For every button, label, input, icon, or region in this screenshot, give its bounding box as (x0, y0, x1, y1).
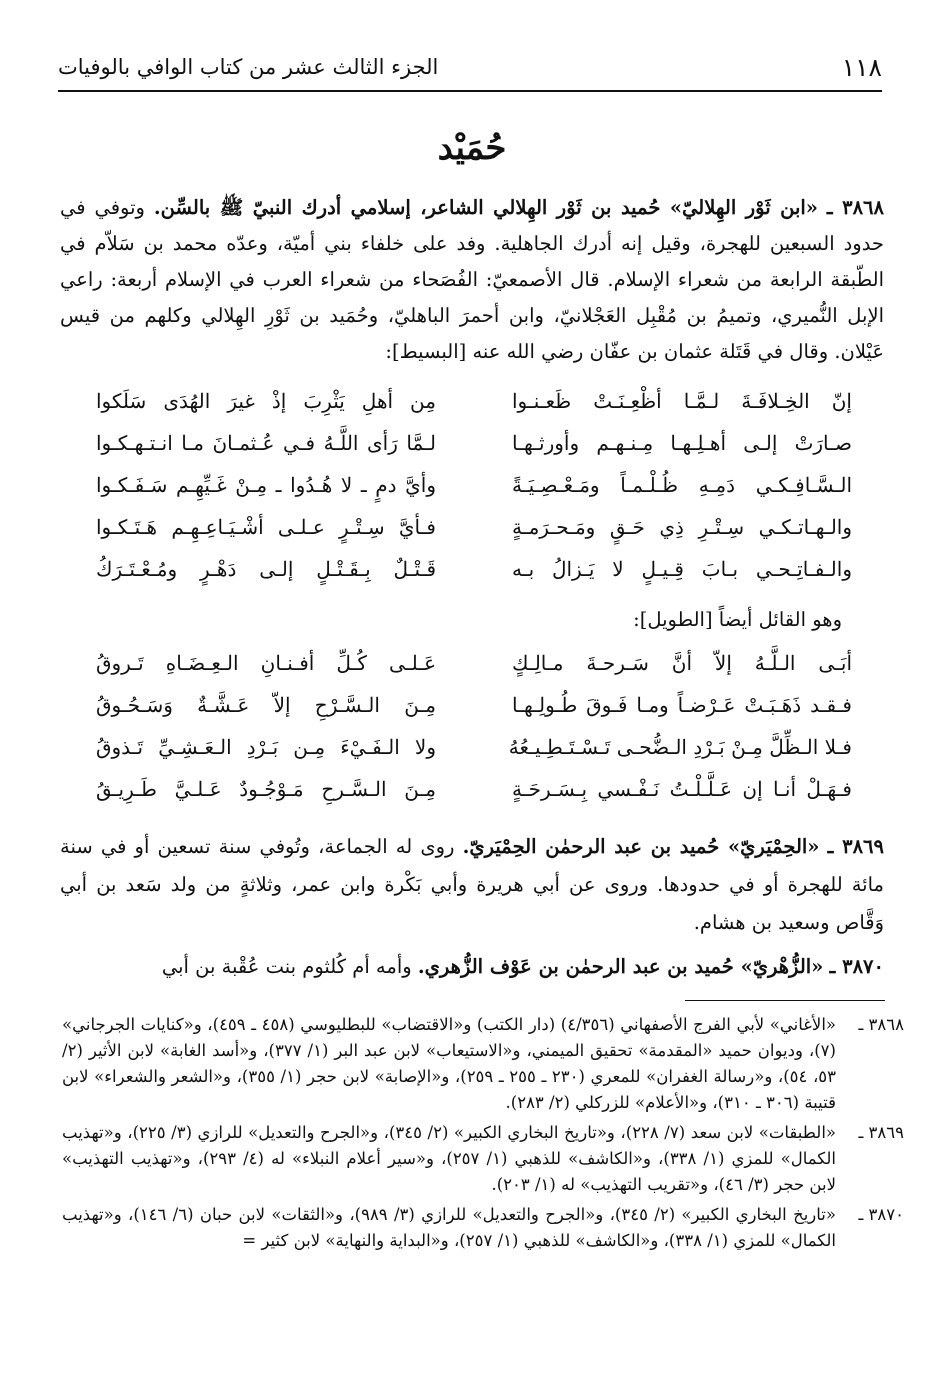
footnote (62, 1120, 904, 1198)
verse-row (96, 506, 852, 548)
verse-second-hemistich: مِـنَ الـسَّـرحِ مَـوْجُـودٌ عَـلـيَّ طَـرِيـقُ (96, 777, 436, 801)
entry-3868-body: وتوفي في حدود السبعين للهجرة، وقيل إنه أدرك الجاهلية. وفد على خلفاء بني أميّة، وعدّه محمد بن سَلاّم في الطّبقة الرابعة من شعراء الإسلام. قال الأصمعيّ: الفُصَحاء من شعراء العرب في الإسلام أربعة: راعي الإبل النُّميري، وتميمُ بن مُقْبِل العَجْلانيّ، وابن أحمرَ الباهليّ، وحُمَيد بن ثَوْرِ الهِلالي وكلهم من قيس عَيْلان. وقال في قَتَلة عثمان بن عفّان رضي الله عنه [البسيط]: (60, 196, 884, 363)
entry-3868-paragraph (60, 190, 884, 370)
entry-3869-paragraph (60, 828, 884, 942)
entry-3870 (60, 948, 884, 986)
footnote-number: ٣٨٦٩ ـ (858, 1123, 904, 1142)
verse-first-hemistich: فـهَـلْ أنـا إن عَـلَّـلْـتُ نَـفْـسي بِـسَـرحَـةٍ (512, 777, 852, 801)
verse-second-hemistich: لـمَّا رَأى اللَّـهُ فـي عُـثمـانَ مـا انـتـهـكـوا (96, 431, 436, 455)
footnote-text: «تاريخ البخاري الكبير» (٢/ ٣٤٥)، و«الجرح والتعديل» للرازي (٣/ ٩٨٩)، و«الثقات» لابن حبان (٦/ ١٤٦)، و«تهذيب الكمال» للمزي (١/ ٣٣٨)، و«الكاشف» للذهبي (١/ ٢٥٧)، و«البداية والنهاية» لابن كثير = (62, 1205, 836, 1250)
page-number: ١١٨ (841, 52, 882, 82)
verse-first-hemistich: أبَـى الـلَّـهُ إلاّ أنَّ سَـرحـةَ مـالِـكٍ (512, 651, 852, 675)
verse-first-hemistich: والـفـاتِـحـي بـابَ قِـيـلٍ لا يَـزالُ بـه (512, 557, 852, 581)
verse-second-hemistich: عَـلـى كُـلِّ أفـنـانِ الـعِـضَـاهِ تَـروقُ (96, 651, 436, 675)
entry-3868 (60, 190, 884, 370)
verse-first-hemistich: فـلا الـظِّلَّ مِـنْ بَـرْدِ الـضُّحـى تَـسْـتَـطِـيـعُهُ (508, 735, 852, 759)
entry-3869-number: ٣٨٦٩ ـ (827, 835, 885, 858)
footnote (62, 1202, 904, 1254)
entry-3870-heading: «الزُّهْريّ» حُميد بن عبد الرحمٰن بن عَوْف الزُّهري. (417, 955, 824, 978)
verse-row (96, 642, 852, 684)
verse-first-hemistich: والـهـاتـكـي سِـتْـرِ ذِي حَـقٍ ومَـحـرَمـةٍ (512, 515, 852, 539)
entry-3868-number: ٣٨٦٨ ـ (826, 196, 885, 219)
verse-first-hemistich: صـارَتْ إلـى أهـلِـهـا مِـنـهـم وأورثـهـا (512, 431, 852, 455)
section-title: حُمَيْد (437, 128, 507, 168)
footnote (62, 1012, 904, 1116)
verse-second-hemistich: فـأيَّ سِـتْـرٍ عـلـى أشْـيَـاعِـهِـم هَـتَـكـوا (96, 515, 436, 539)
entry-3869-heading: «الحِمْيَريّ» حُميد بن عبد الرحمٰن الحِمْيَريّ. (462, 835, 820, 858)
verse-first-hemistich: فـقـد ذَهَـبَـتْ عَـرْضـاً ومـا فَـوقَ طُـولِـهـا (512, 693, 852, 717)
verse-first-hemistich: إنّ الخِـلافَـةَ لـمَّـا أظْعِـنَـتْ ظَعـنـوا (512, 389, 852, 413)
poem-1 (96, 380, 852, 590)
verse-row (96, 464, 852, 506)
verse-row (96, 726, 852, 768)
entry-3869-body: روى له الجماعة، وتُوفي سنة تسعين أو في سنة مائة للهجرة أو في حدودها. وروى عن أبي هريرة وأبي بَكْرة وابن عمر، وثلاثةٍ من ولد سَعد بن أبي وَقَّاص وسعيد بن هشام. (60, 835, 884, 934)
book-title: الجزء الثالث عشر من كتاب الوافي بالوفيات (58, 55, 439, 79)
verse-second-hemistich: مِن أهلِ يَثْرِبَ إذْ غيرَ الهُدَى سَلَكوا (96, 389, 436, 413)
entry-3868-heading: «ابن ثَوْر الهِلاليّ» حُميد بن ثَوْر الهِلالي الشاعر، إسلامي أدرك النبيّ ﷺ بالسِّن. (153, 196, 818, 219)
entry-3870-paragraph (60, 948, 884, 986)
footnote-number: ٣٨٦٨ ـ (858, 1015, 904, 1034)
footnote-text: «الأغاني» لأبي الفرج الأصفهاني (٤/٣٥٦) (دار الكتب) و«الاقتضاب» للبطليوسي (٤٥٨ ـ ٤٥٩)، و«كنايات الجرجاني» (٧)، وديوان حميد «المقدمة» تحقيق الميمني، و«الاستيعاب» لابن عبد البر (١/ ٣٧٧)، و«أسد الغابة» لابن الأثير (٢/ ٥٣، ٥٤)، و«رسالة الغفران» للمعري (٢٣٠ ـ ٢٥٥ ـ ٢٥٩)، و«الإصابة» لابن حجر (١/ ٣٥٥)، و«الشعر والشعراء» لابن قتيبة (٣٠٦ ـ ٣١٠)، و«الأعلام» للزركلي (٢/ ٢٨٣). (62, 1015, 837, 1112)
footnotes (62, 1012, 904, 1258)
verse-second-hemistich: ولا الـفَـيْءَ مِـن بَـرْدِ الـعَـشِـيِّ تَـذوقُ (96, 735, 436, 759)
verse-row (96, 422, 852, 464)
poem-2-intro: وهو القائل أيضاً [الطويل]: (633, 608, 842, 631)
verse-row (96, 768, 852, 810)
verse-row (96, 548, 852, 590)
verse-row (96, 684, 852, 726)
footnote-number: ٣٨٧٠ ـ (858, 1205, 904, 1224)
entry-3869 (60, 828, 884, 942)
verse-row (96, 380, 852, 422)
running-header (58, 44, 882, 92)
verse-second-hemistich: قَـتْـلٌ بِـقَـتْـلٍ إلـى دَهْـرٍ ومُـعْـتَـرَكُ (96, 557, 436, 581)
footnote-text: «الطبقات» لابن سعد (٧/ ٢٢٨)، و«تاريخ البخاري الكبير» (٢/ ٣٤٥)، و«الجرح والتعديل» للرازي (٣/ ٢٢٥)، و«تهذيب الكمال» للمزي (١/ ٣٣٨)، و«الكاشف» للذهبي (١/ ٢٥٧)، و«سير أعلام النبلاء» له (٤/ ٢٩٣)، و«تهذيب التهذيب» لابن حجر (٣/ ٤٦)، و«تقريب التهذيب» له (١/ ٢٠٣). (62, 1123, 836, 1194)
entry-3870-number: ٣٨٧٠ ـ (829, 955, 884, 978)
verse-first-hemistich: الـسَّـافِـكـي دَمِـهِ ظُـلْـمـاً ومَـعْـصِـيَـةً (512, 473, 852, 497)
poem-2 (96, 642, 852, 810)
footnote-separator (685, 1000, 885, 1001)
verse-second-hemistich: مِـنَ الـسَّـرْحِ إلاّ عَـشَّـةٌ وَسَـحُـوقُ (96, 693, 436, 717)
verse-second-hemistich: وأيَّ دمٍ ـ لا هُـدُوا ـ مِـنْ غَـيِّهِـم سَـفَـكـوا (96, 473, 436, 497)
entry-3870-body: وأمه أم كُلثوم بنت عُقْبة بن أبي (161, 955, 412, 978)
